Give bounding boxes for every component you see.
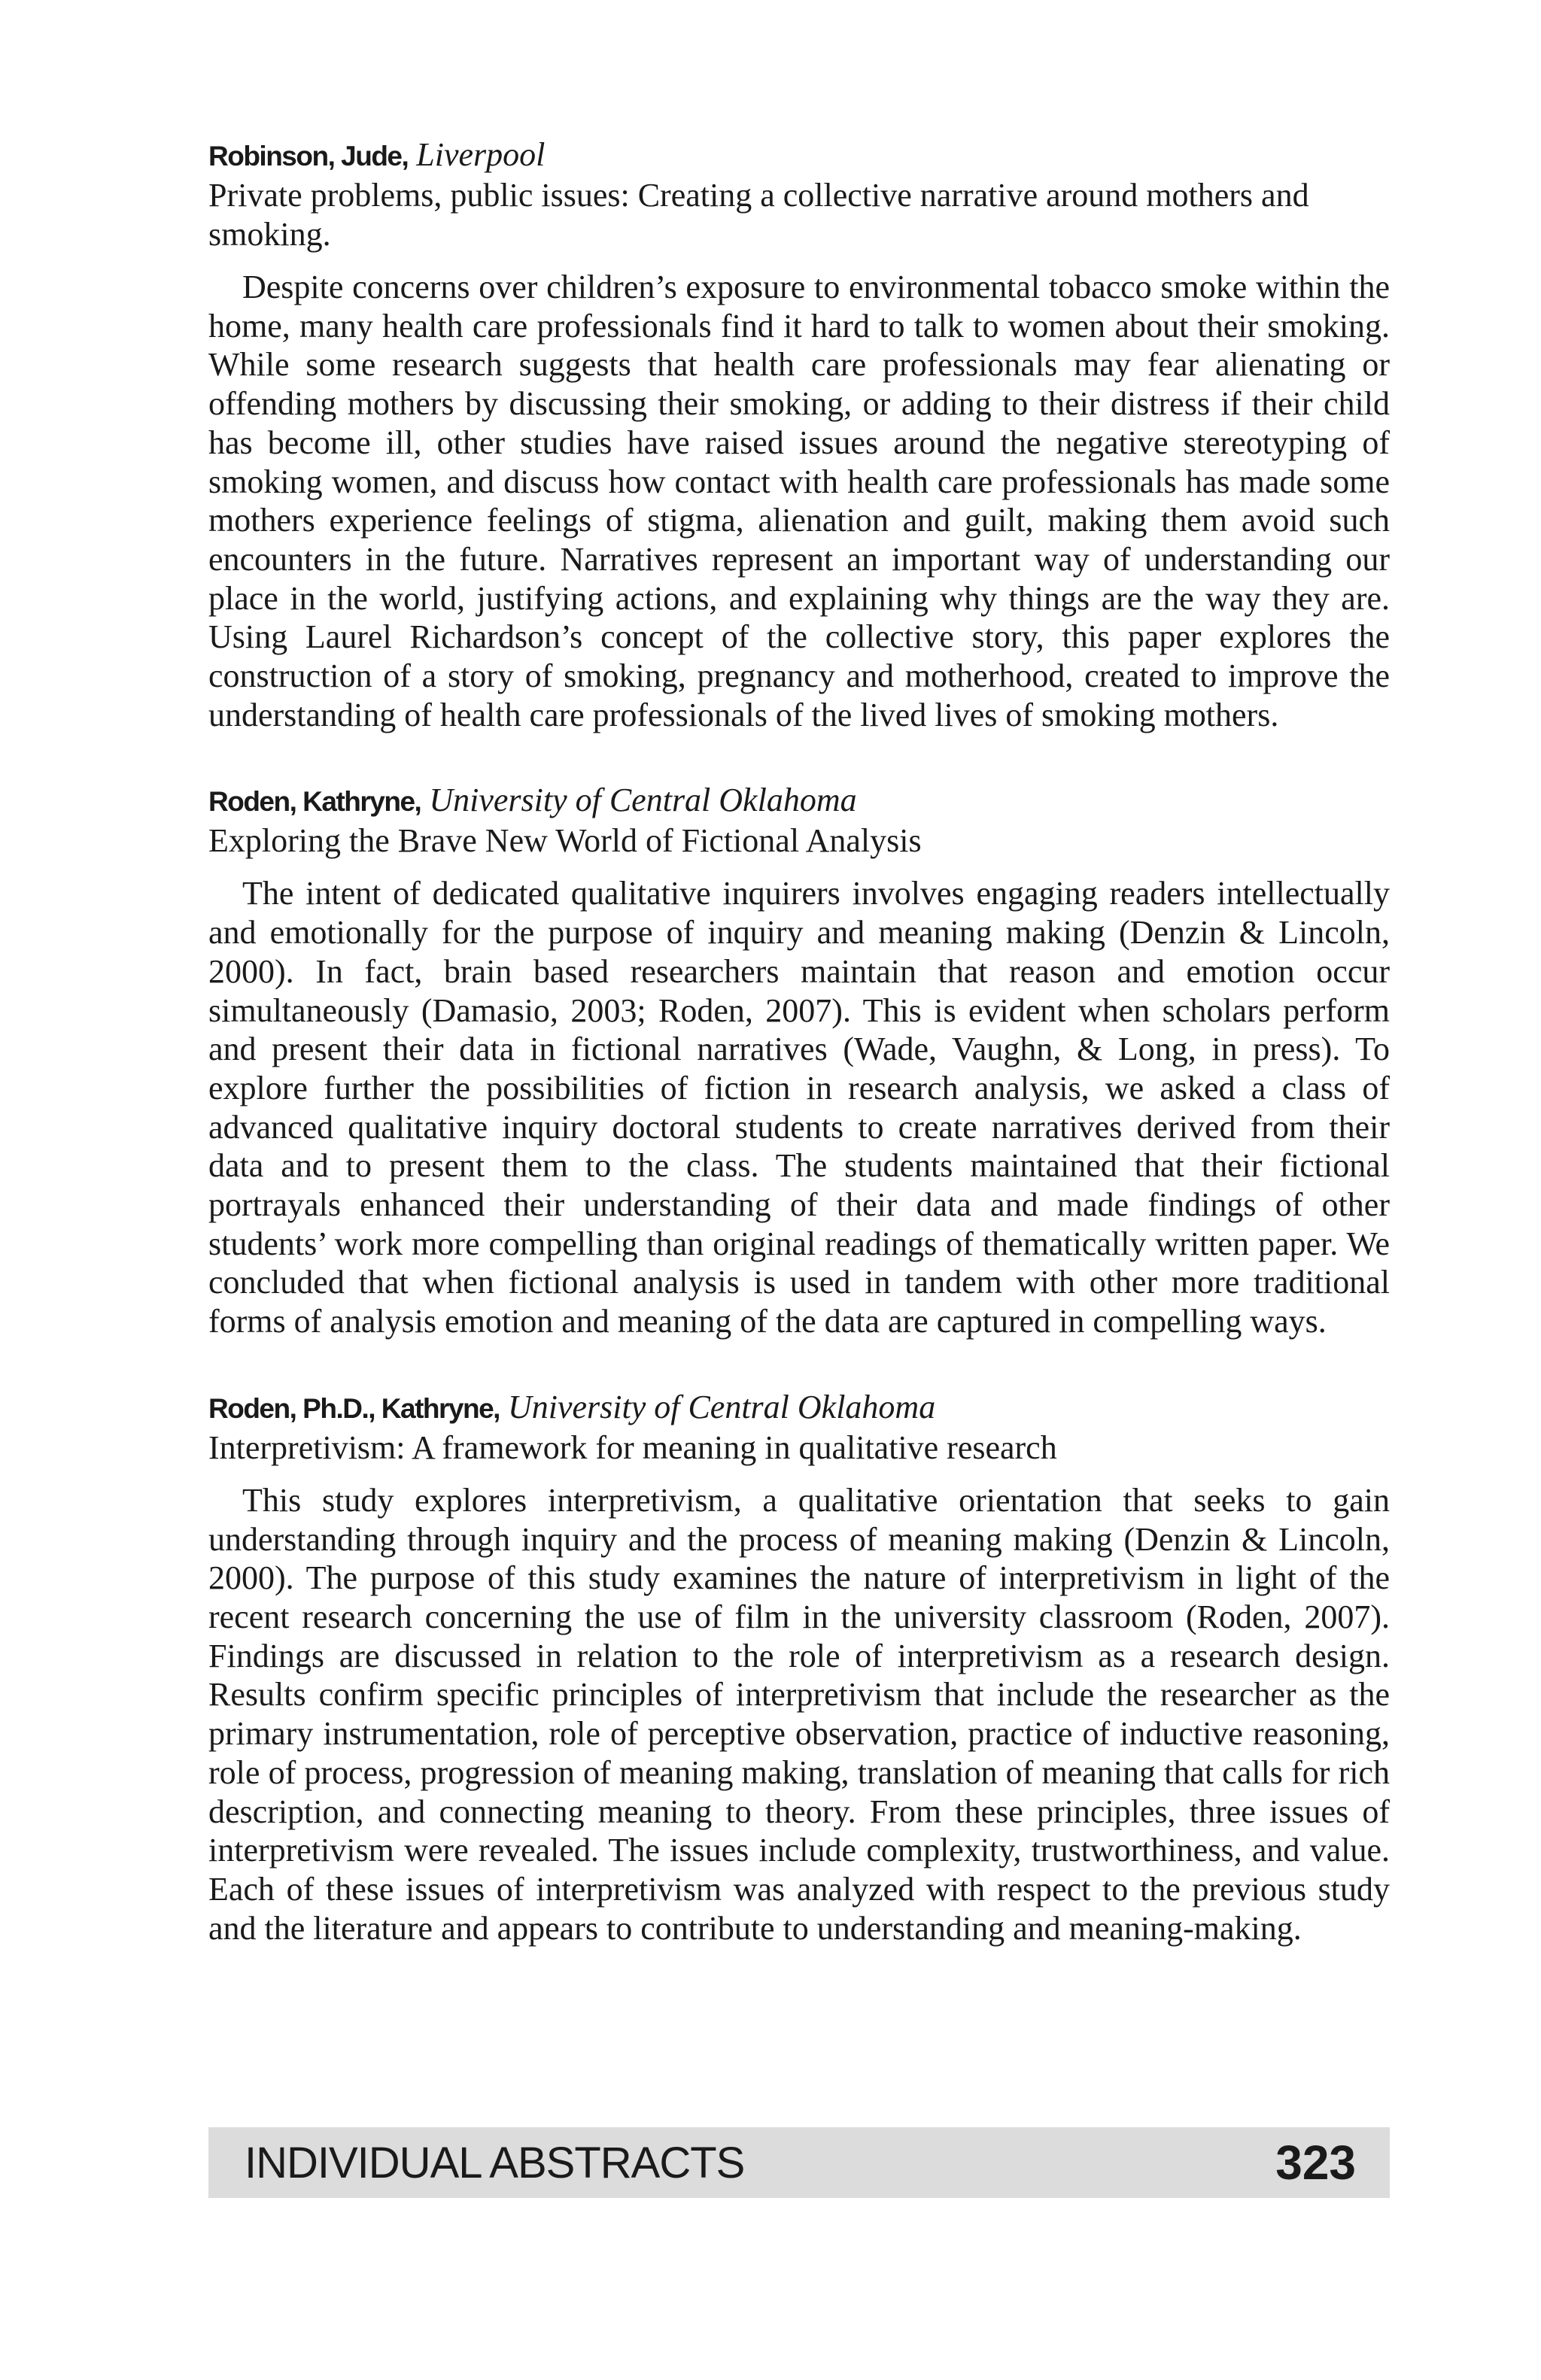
abstract-body: This study explores interpretivism, a qualitative orientation that seeks to gain understanding through inquiry and the process of meaning making (Denzin & Lincoln, 2000). The purpose of this study examines the nature of interpretivism in light of the recent research concerning the use of film in the university classroom (Roden, 2007). Findings are discussed in relation to the role of interpretivism as a research design. Results confirm specific principles of interpretivism that include the researcher as the primary instrumentation, role of perceptive observation, practice of inductive reasoning, role of process, progression of meaning making, translation of meaning that calls for rich description, and connecting meaning to theory. From these principles, three issues of interpretivism were revealed. The issues include complexity, trustworthiness, and value. Each of these issues of interpretivism was analyzed with respect to the previous study and the literature and appears to contribute to understanding and meaning-making.: [208, 1481, 1390, 1947]
abstract-robinson: [208, 135, 1390, 734]
page-number: 323: [1275, 2136, 1356, 2190]
author-name: Roden, Ph.D., Kathryne,: [208, 1392, 500, 1424]
page-content: [208, 135, 1390, 1994]
abstract-heading: [208, 135, 1390, 176]
author-affiliation: University of Central Oklahoma: [507, 1388, 936, 1425]
abstract-title: Exploring the Brave New World of Fictional Analysis: [208, 822, 922, 860]
abstract-body: The intent of dedicated qualitative inquirers involves engaging readers intellectually and emotionally for the purpose of inquiry and meaning making (Denzin & Lincoln, 2000). In fact, brain based researchers maintain that reason and emotion occur simultaneously (Damasio, 2003; Roden, 2007). This is evident when scholars perform and present their data in fictional narratives (Wade, Vaughn, & Long, in press). To explore further the possibilities of fiction in research analysis, we asked a class of advanced qualitative inquiry doctoral students to create narratives derived from their data and to present them to the class. The students maintained that their fictional portrayals enhanced their understanding of their data and made findings of other students’ work more compelling than original readings of thematically written paper. We concluded that when fictional analysis is used in tandem with other more traditional forms of analysis emotion and meaning of the data are captured in compelling ways.: [208, 875, 1390, 1340]
abstract-body: Despite concerns over children’s exposure to environmental tobacco smoke within the home, many health care professionals find it hard to talk to women about their smoking. While some research suggests that health care professionals may fear alienating or offending mothers by discussing their smoking, or adding to their distress if their child has become ill, other studies have raised issues around the negative stereotyping of smoking women, and discuss how contact with health care professionals has made some mothers experience feelings of stigma, alienation and guilt, making them avoid such encounters in the future. Narratives represent an important way of understanding our place in the world, justifying actions, and explaining why things are the way they are. Using Laurel Richardson’s concept of the collective story, this paper explores the construction of a story of smoking, pregnancy and motherhood, created to improve the understanding of health care professionals of the lived lives of smoking mothers.: [208, 269, 1390, 733]
section-label: INDIVIDUAL ABSTRACTS: [245, 2138, 745, 2187]
abstract-roden-fictional: [208, 781, 1390, 1340]
page-footer: [208, 2127, 1390, 2198]
abstract-heading: [208, 781, 1390, 821]
author-name: Robinson, Jude,: [208, 141, 409, 172]
abstract-roden-interpretivism: [208, 1388, 1390, 1947]
author-affiliation: Liverpool: [416, 136, 546, 173]
abstract-heading: [208, 1388, 1390, 1428]
author-affiliation: University of Central Oklahoma: [429, 782, 857, 819]
author-name: Roden, Kathryne,: [208, 786, 421, 818]
abstract-title: Private problems, public issues: Creating a collective narrative around mothers and smoking.: [208, 177, 1309, 253]
abstract-title: Interpretivism: A framework for meaning in qualitative research: [208, 1428, 1057, 1466]
